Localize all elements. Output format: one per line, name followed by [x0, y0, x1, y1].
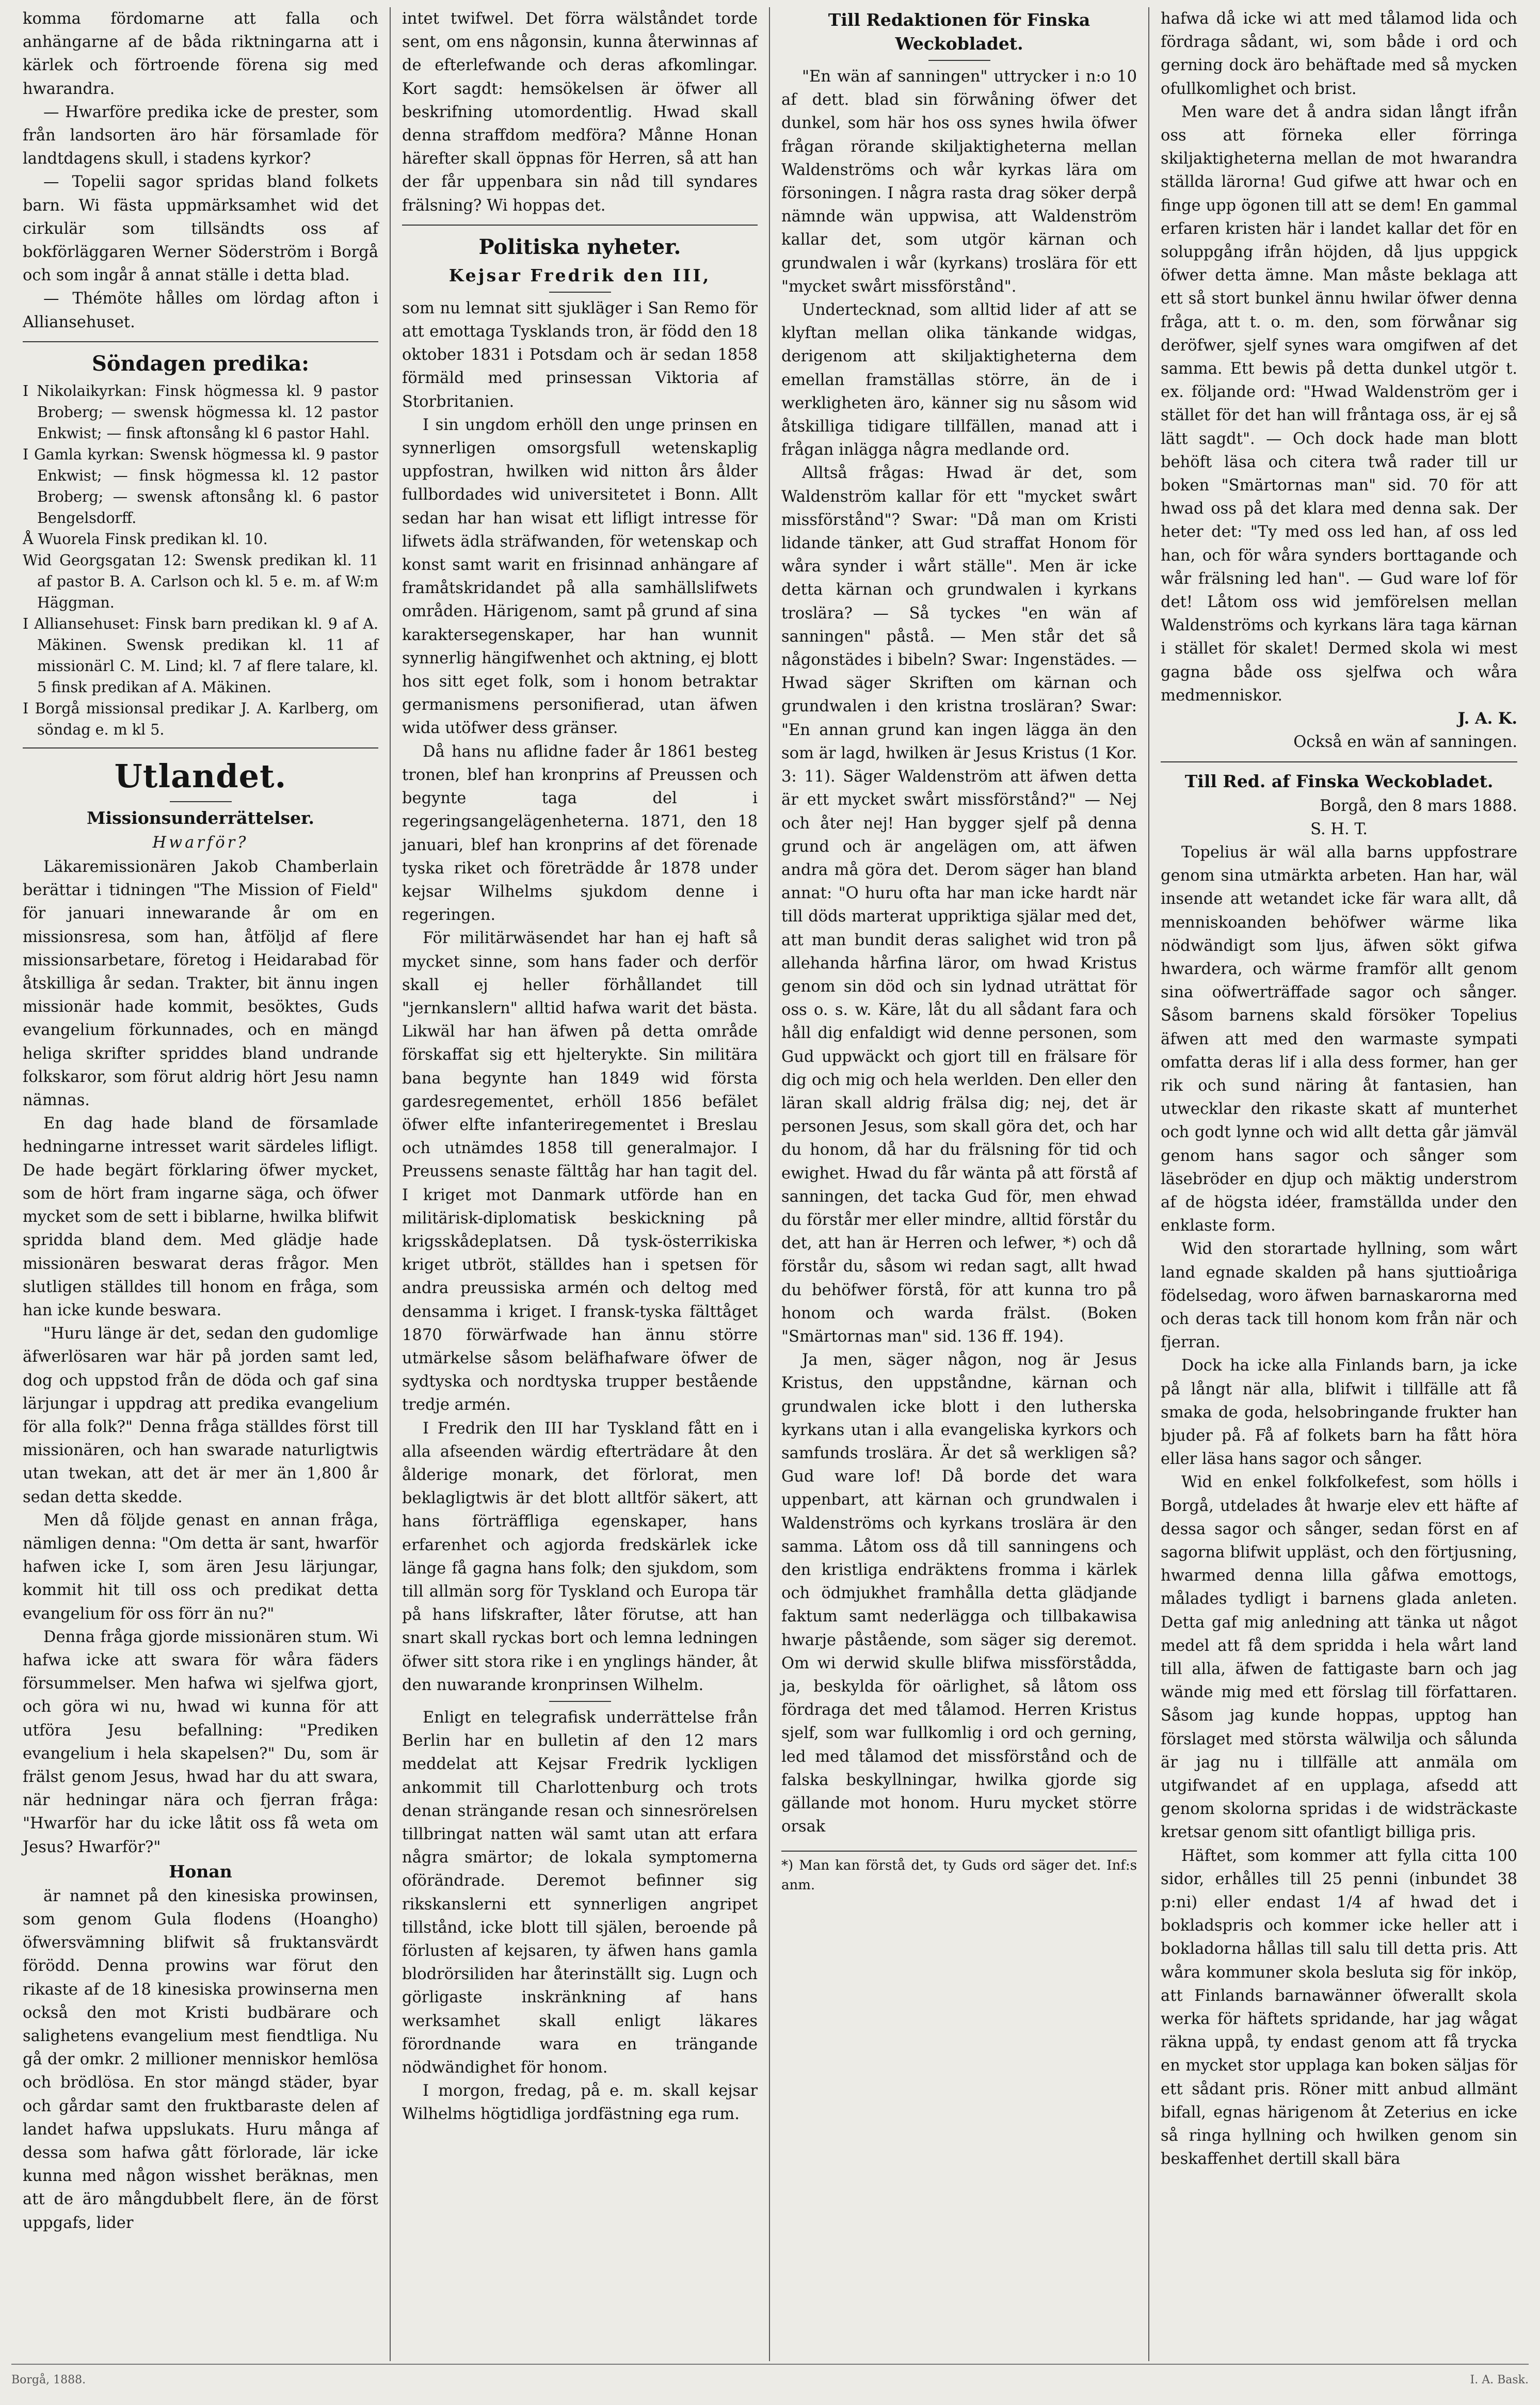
- politics-heading: Politiska nyheter.: [478, 234, 681, 259]
- short-divider: [170, 801, 232, 802]
- emperor-para: som nu lemnat sitt sjukläger i San Remo för att emottaga Tysklands tron, är född den 18 oktober 1831 i Potsdam och är sedan 1858 förmäld med prinsessan Viktoria af Storbritanien.: [402, 299, 758, 411]
- column-3: [770, 7, 1149, 2361]
- mission-para: Denna fråga gjorde missionären stum. Wi hafwa icke att swara för wåra fäders försummelser. Men hafwa wi sjelfwa gjort, och göra wi nu, hwad wi kunna för att utföra Jesu befallning: "Prediken evangelium i hela skapelsen?" Du, som är frälst genom Jesus, hwad har du att swara, när hedningar nära och fjerran fråga: "Hwarför har du icke låtit oss få weta om Jesus? Hwarför?": [23, 1628, 379, 1856]
- letter2-para: Topelius är wäl alla barns uppfostrare genom sina utmärkta arbeten. Han har, wäl insende att wetandet icke fär wara allt, då menniskoanden behöfwer wärme lika nödwändigt som ljus, äfwen sökt gifwa hwardera, och wärme framför allt genom sina oöfwerträffade sagor och sånger. Såsom barnens skald försöker Topelius äfwen att med den warmaste sympati omfatta deras lif i alla dess former, han ger rik och sund näring åt fantasien, han utwecklar den rikaste skatt af munterhet och godt lynne och wid allt detta går jämväl genom hans sagor och sånger som läsebröder en djup och mäktig understrom af de högsta idéer, framställda under den enklaste form.: [1161, 843, 1518, 1235]
- intro-text: komma fördomarne att falla och anhängarne af de båda riktningarna att i kärlek och förtroende förena sig med hwarandra.: [23, 10, 379, 98]
- notice-preachers: — Hwarföre predika icke de prester, som från landsorten äro här församlade för landtdagens skull, i stadens kyrkor?: [23, 103, 379, 168]
- emperor-para: Då hans nu aflidne fader år 1861 besteg tronen, blef han kronprins af Preussen och begynte taga del i regeringsangelägenheterna. 1871, den 18 januari, blef han kronprins af det förenade tyska riket och företrädde år 1878 under kejsar Wilhelms sjukdom denne i regeringen.: [402, 742, 758, 925]
- letter2-para: Wid en enkel folkfolkefest, som hölls i Borgå, utdelades åt hwarje elev ett häfte af dessa sagor och sånger, sedan först en af sagorna blifwit uppläst, och den förtjusning, hwarmed denna lilla gåfwa emottogs, målades tydligt i barnens glada anleten. Detta gaf mig anledning att tänka ut något medel att få dem spridda i hela wårt land till alla, äfwen de fattigaste barn och jag wände mig med ett förslag till författaren. Såsom jag kunde hoppas, upptog han förslaget med största wälwilja och sålunda är jag nu i tillfälle att anmäla om utgifwandet af en upplaga, afsedd att genom skolorna spridas i de widsträckaste kretsar genom sitt ofantligt billiga pris.: [1161, 1473, 1518, 1842]
- sermon-item: I Gamla kyrkan: Swensk högmessa kl. 9 pastor Enkwist; — finsk högmessa kl. 12 pastor Broberg; — swensk aftonsång kl. 6 pastor Bengelsdorff.: [23, 445, 379, 527]
- salutation: S. H. T.: [1310, 820, 1368, 838]
- honan-heading: Honan: [169, 1861, 232, 1882]
- mission-para: Men då följde genast en annan fråga, nämligen denna: "Om detta är sant, hwarför hafwen icke I, som ären Jesu lärjungar, kommit hit till oss och predikat detta evangelium för oss förr än nu?": [23, 1511, 379, 1623]
- column-4: [1149, 7, 1529, 2361]
- short-divider: [549, 292, 611, 293]
- honan-para: är namnet på den kinesiska prowinsen, som genom Gula flodens (Hoangho) öfwersvämning blifwit så fruktansvärdt förödd. Denna prowins war förut den rikaste af de 18 kinesiska prowinserna men också den mot Kristi budbärare och salighetens evangelium mest fiendtliga. Nu gå der omkr. 2 millioner menniskor hemlösa och brödlösa. En stor mängd städer, byar och gårdar samt den fruktbaraste delen af landet hafwa uppslukats. Huru många af dessa som hafwa gått förlorade, lär icke kunna med någon wisshet beräknas, men att de äro mångdubbelt flere, än de först uppgafs, lider: [23, 1887, 379, 2232]
- footer-right: I. A. Bask.: [1470, 2374, 1529, 2386]
- mission-para: En dag hade bland de församlade hedningarne intresset warit särdeles lifligt. De hade begärt förklaring öfwer mycket, som de hört fram ingarne säga, och öfwer mycket som de sett i biblarne, hwilka blifwit spridda bland dem. Med glädje hade missionären beswarat deras frågor. Men slutligen ställdes till honom en fråga, som han icke kunde beswara.: [23, 1114, 379, 1319]
- divider: [402, 225, 758, 226]
- notice-themote: — Thémöte hålles om lördag afton i Alliansehuset.: [23, 290, 379, 331]
- letter2-para: Dock ha icke alla Finlands barn, ja icke på långt när alla, blifwit i tillfälle att få smaka de goda, helsobringande frukter han bjuder på. Få af folkets barn ha fått höra eller läsa hans sagor och sånger.: [1161, 1357, 1518, 1469]
- letter-continued: Men ware det å andra sidan långt ifrån oss att förneka eller förringa skiljaktigheterna mellan de mot hwarandra ställda lärorna! Gud gifwe att hwar och en finge upp ögonen till att se dem! En gammal erfaren kristen här i landet kallar det för en soluppgång ifrån höjden, då ljus uppgick öfwer detta ämne. Man måste beklaga att ett så stort bunkel ännu hwilar öfwer denna fråga, att t. o. m. den, som förwånar sig deröfwer, sjelf synes wara omgifwen af det samma. Ett bewis på detta dunkel utgör t. ex. följande ord: "Hwad Waldenström ger i stället för det han will fråntaga oss, är ej så lätt sagdt". — Och dock hade man blott behöft läsa och citera twå rader till ur boken "Smärtornas man" sid. 70 för att hwad oss på det klara med denna sak. Der heter det: "Ty med oss led han, af oss led han, och för wåra synders borttagande och wår frälsning led han". — Gud ware lof för det! Låtom oss wid jemförelsen mellan Waldenströms och kyrkans lära taga kärnan i stället för skalet! Dermed skola wi mest gagna både oss sjelfwa och wåra medmenniskor.: [1161, 103, 1518, 705]
- letter2-heading: Till Red. af Finska Weckobladet.: [1184, 771, 1494, 791]
- sermons-list: [23, 380, 378, 740]
- short-divider: [928, 60, 990, 61]
- signature-subtitle: Också en wän af sanningen.: [1293, 733, 1518, 752]
- emperor-para: I Fredrik den III har Tyskland fått en i alla afseenden wärdig efterträdare åt den ålderige monark, det förlorat, men beklagligtwis är det blott alltför säkert, att hans förträffliga egenskaper, hans erfarenhet och agjorda fredskärlek icke länge få gagna hans folk; den sjukdom, som till allmän sorg för Tyskland och Europa tär på hans lifskrafter, låter förutse, att han snart skall ryckas bort och lemna ledningen öfwer sitt stora rike i en ynglings händer, åt den nuwarande kronprinsen Wilhelm.: [402, 1419, 758, 1694]
- sermons-heading: Söndagen predika:: [92, 351, 310, 376]
- mission-para: "Huru länge är det, sedan den gudomlige äfwerlösaren war här på jorden samt led, dog och uppstod från de döda och gaf sina lärjungar i uppdrag att predika evangelium för alla folk?" Denna fråga ställdes först till missionären, och han swarade naturligtwis utan twekan, att det är mer än 1,800 år sedan detta skedde.: [23, 1325, 379, 1506]
- mission-para: Läkaremissionären Jakob Chamberlain berättar i tidningen "The Mission of Field" för januari innewarande år om en missionsresa, som han, åtföljd af flere missionsarbetare, företog i Heidarabad för åtskilliga år sedan. Trakter, bit ännu ingen missionär hade kommit, besöktes, Guds evangelium förkunnades, och en mängd heliga skrifter spriddes bland undrande folkskaror, som förut aldrig hört Jesu namn nämnas.: [23, 858, 379, 1110]
- divider: [1161, 761, 1517, 762]
- sermon-item: Wid Georgsgatan 12: Swensk predikan kl. 11 af pastor B. A. Carlson och kl. 5 e. m. af W:m Häggman.: [23, 551, 379, 611]
- notice-topelius: — Topelii sagor spridas bland folkets barn. Wi fästa uppmärksamhet wid det cirkulär som tillsändts oss af bokförläggaren Werner Söderström i Borgå och som ingår å annat ställe i detta blad.: [23, 173, 379, 285]
- emperor-para: I morgon, fredag, på e. m. skall kejsar Wilhelms högtidliga jordfästning ega rum.: [402, 2082, 758, 2124]
- abroad-heading: Utlandet.: [114, 757, 287, 795]
- mission-heading: Missionsunderrättelser.: [87, 807, 314, 828]
- dateline: Borgå, den 8 mars 1888.: [1320, 797, 1518, 815]
- columns: [11, 7, 1529, 2361]
- column-2: [391, 7, 770, 2361]
- sermon-item: I Alliansehuset: Finsk barn predikan kl. 9 af A. Mäkinen. Swensk predikan kl. 11 af missionärl C. M. Lind; kl. 7 af flere talare, kl. 5 finsk predikan af A. Mäkinen.: [23, 615, 379, 696]
- footnote: *) Man kan förstå det, ty Guds ord säger det. Inf:s anm.: [781, 1851, 1137, 1895]
- sermon-item: I Nikolaikyrkan: Finsk högmessa kl. 9 pastor Broberg; — swensk högmessa kl. 12 pastor Enkwist; — finsk aftonsång kl 6 pastor Hahl.: [23, 382, 379, 442]
- letter2-para: Wid den storartade hyllning, som wårt land egnade skalden på hans sjuttioåriga födelsedag, woro äfwen barnaskarorna med och deras tack till honom kom från när och fjerran.: [1161, 1240, 1518, 1352]
- letter-continued: hafwa då icke wi att med tålamod lida och fördraga sådant, wi, som både i ord och gerning dock äro behäftade med så mycken ofullkomlighet och brist.: [1161, 10, 1518, 98]
- honan-continued: intet twifwel. Det förra wälståndet torde sent, om ens någonsin, kunna återwinnas af de efterlefwande och deras afkomlingar. Kort sagdt: hemsökelsen är öfwer all beskrifning utomordentlig. Hwad skall denna straffdom medföra? Månne Honan härefter skall öppnas för Herren, så att han der får uppenbara sin nåd till syndares frälsning? Wi hoppas det.: [402, 10, 758, 215]
- emperor-para: I sin ungdom erhöll den unge prinsen en synnerligen omsorgsfull wetenskaplig uppfostran, hwilken wid nitton års ålder fullbordades wid universitetet i Bonn. Allt sedan har han wisat ett lifligt intresse för lifwets ädla sträfwanden, för wetenskap och konst samt warit en frisinnad anhängare af framåtskridandet på alla samhällslifwets områden. Härigenom, samt på grund af sina karaktersegenskaper, har han wunnit synnerlig hängifwenhet och aktning, ej blott hos sitt eget folk, som i honom betraktar germanismens personifierad, utan äfwen wida utöfwer dess gränser.: [402, 416, 758, 738]
- letter-heading: Till Redaktionen för Finska Weckobladet.: [828, 10, 1090, 54]
- emperor-para: Enligt en telegrafisk underrättelse från Berlin har en bulletin af den 12 mars meddelat att Kejsar Fredrik lyckligen ankommit till Charlottenburg och trots denan strängande resan och sinnesrörelsen tillbringat natten wäl samt utan att erfara några smärtor; de lokala symptomerna oförändrade. Deremot befinner sig rikskanslerni ett synnerligen angripet tillstånd, icke blott till själen, beroende på förlusten af kejsaren, ty äfwen hans gamla blodrörsiliden har återinställt sig. Lugn och görligaste inskränkning af hans werksamhet skall enligt läkares förordnande wara en trängande nödwändighet för honom.: [402, 1709, 758, 2077]
- divider: [23, 747, 378, 748]
- sermon-item: I Borgå missionsal predikar J. A. Karlberg, om söndag e. m kl 5.: [23, 699, 379, 738]
- short-divider: [549, 1701, 611, 1702]
- emperor-heading: Kejsar Fredrik den III,: [448, 265, 711, 285]
- emperor-para: För militärwäsendet har han ej haft så mycket sinne, som hans fader och derför skall ej heller förhållandet till "jernkanslern" alltid hafwa warit det bästa. Likwäl har han äfwen på detta område förskaffat sig ett hjelterykte. Sin militära bana begynte han 1849 wid första gardesregementet, erhöll 1856 befälet öfwer elfte infanteriregementet i Breslau och utnämdes 1858 till generalmajor. I Preussens senaste fälttåg har han tagit del. I kriget mot Danmark utförde han en militärisk-diplomatisk beskickning på krigsskådeplatsen. Då tysk-österrikiska kriget utbröt, ställdes han i spetsen för andra preussiska armén och deltog med densamma i kriget. I fransk-tyska fälttåget 1870 förwärfwade han ännu större utmärkelse såsom beläfhafware öfwer de sydtyska och nordtyska trupper bestående tredje armén.: [402, 929, 758, 1414]
- divider: [23, 341, 378, 342]
- letter-para: Alltså frågas: Hwad är det, som Waldenström kallar för ett "mycket swårt missförstånd"? Swar: "Då man om Kristi lidande tänker, att Gud straffat Honom för wåra synder i wårt ställe". Men är icke detta kärnan och grundwalen i kyrkans troslära? — Så tyckes "en wän af sanningen" påstå. — Men står det så någonstädes i bibeln? Swar: Ingenstädes. — Hwad säger Skriften om kärnan och grundwalen i den kristna trosläran? Swar: "En annan grund kan ingen lägga än den som är lagd, hwilken är Jesus Kristus (1 Kor. 3: 11). Säger Waldenström att äfwen detta är ett mycket swårt missförstånd?" — Nej och åter nej! Han bygger sjelf på denna grund och är angelägen om, att äfwen andra må göra det. Derom säger han bland annat: "O huru ofta har man icke hardt när till döds marterat uppriktiga själar med det, att man bundit deras salighet wid tron på allehanda hårfina läror, om hwad Kristus genom sin död och sin lydnad uträttat för oss o. s. w. Käre, låt du all sådant fara och håll dig enfaldigt wid denne personen, som Gud uppwäckt och gjort till en frälsare för dig och mig och hela werlden. Den eller den läran skall aldrig frälsa dig; nej, det är personen Jesus, som skall göra det, och har du honom, då har du frälsning för tid och ewighet. Hwad du får wänta på att förstå af sanningen, det tacka Gud för, men ehwad du förstår mer eller mindre, alltid förstår du det, att han är Herren och lefwer, *) och då förstår du, såsom wi redan sagt, allt hwad du behöfwer förstå, för att kunna tro på honom och warda frälst. (Boken "Smärtornas man" sid. 136 ff. 194).: [781, 464, 1137, 1346]
- column-1: [11, 7, 391, 2361]
- page-footer: [11, 2364, 1529, 2396]
- letter-para: Ja men, säger någon, nog är Jesus Kristus, den uppståndne, kärnan och grundwalen icke blott i den lutherska kyrkans utan i alla evangeliska kyrkors och samfunds troslära. Är det så werkligen så? Gud ware lof! Då borde det wara uppenbart, att kärnan och grundwalen i Waldenströms och kyrkans troslära är den samma. Låtom oss då till sanningens och den kristliga endräktens fromma i kärlek och ödmjukhet framhålla detta glädjande faktum samt nederlägga och tillbakawisa hwarje påstående, som säger sig deremot. Om wi derwid skulle blifwa missförstådda, ja, beskylda för oärlighet, så låtom oss fördraga det med tålamod. Herren Kristus sjelf, som war fullkomlig i ord och gerning, led med tålamod det missförstånd och de falska beskyllningar, hwilka gjorde sig gällande mot honom. Huru mycket större orsak: [781, 1351, 1137, 1836]
- footer-left: Borgå, 1888.: [11, 2374, 86, 2386]
- signature: J. A. K.: [1457, 709, 1518, 728]
- letter-para: "En wän af sanningen" uttrycker i n:o 10 af dett. blad sin förwåning öfwer det dunkel, som här hos oss synes hwila öfwer frågan rörande skiljaktigheterna mellan Waldenströms och wår kyrkas lära om försoningen. I några rasta drag söker derpå nämnde wän uppwisa, att Waldenström kallar det, som utgör kärnan och grundwalen i wår (kyrkans) troslära för ett "mycket swårt missförstånd".: [781, 68, 1137, 296]
- mission-subheading: Hwarför?: [152, 833, 249, 852]
- letter2-para: Häftet, som kommer att fylla citta 100 sidor, erhålles till 25 penni (inbundet 38 p:ni) eller endast 1/4 af hwad det i bokladspris och kommer icke heller att i bokladorna hållas till salu till detta pris. Att wåra kommuner skola besluta sig för inköp, att Finlands barnawänner öfwerallt skola werka för häftets spridande, har jag wågat räkna uppå, ty endast genom att få trycka en mycket stor upplaga kan boken säljas för ett sådant pris. Röner mitt anbud allmänt bifall, egnas härigenom åt Zeterius en icke så ringa hyllning och hwilken genom sin beskaffenhet dertill skall bära: [1161, 1846, 1518, 2169]
- sermon-item: Å Wuorela Finsk predikan kl. 10.: [23, 530, 268, 548]
- letter-para: Undertecknad, som alltid lider af att se klyftan mellan olika tänkande widgas, derigenom att skiljaktigheterna dem emellan framställas större, än de i werkligheten äro, känner sig nu såsom wid åtskilliga tidigare tillfällen, manad att i frågan inlägga några medlande ord.: [781, 301, 1137, 459]
